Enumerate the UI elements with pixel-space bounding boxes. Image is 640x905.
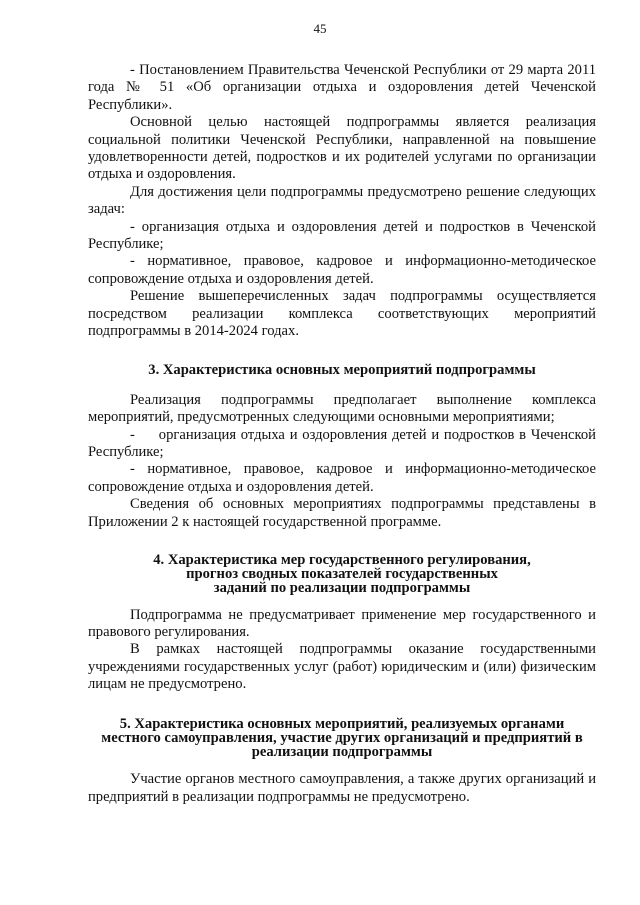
section-4-paragraph-2: В рамках настоящей подпрограммы оказание государственными учреждениями государственных услуг (работ) юридическим и (или) физическим лицам не предусмотрено.: [88, 641, 596, 693]
paragraph-intro-6: Решение вышеперечисленных задач подпрограммы осуществляется посредством реализации комплекса соответствующих мероприятий подпрограммы в 2014-2024 годах.: [88, 288, 596, 340]
page-number: 45: [313, 21, 327, 36]
section-4-heading-line: прогноз сводных показателей государственных: [186, 566, 498, 583]
section-5-heading: [88, 717, 596, 760]
paragraph-intro-2: Основной целью настоящей подпрограммы является реализация социальной политики Чеченской Республики, направленной на повышение удовлетворенности детей, подростков и их родителей услугами по организации отдыха и оздоровления.: [88, 114, 596, 183]
section-5-paragraph-1: Участие органов местного самоуправления, а также других организаций и предприятий в реализации подпрограммы не предусмотрено.: [88, 771, 596, 805]
section-4-heading: [88, 553, 596, 596]
paragraph-intro-5: - нормативное, правовое, кадровое и информационно-методическое сопровождение отдыха и оздоровления детей.: [88, 253, 596, 287]
section-4-paragraph-1: Подпрограмма не предусматривает применение мер государственного и правового регулирования.: [88, 606, 596, 640]
paragraph-intro-4: - организация отдыха и оздоровления детей и подростков в Чеченской Республике;: [88, 218, 596, 253]
section-5-heading-line: местного самоуправления, участие других организаций и предприятий в: [101, 729, 583, 746]
paragraph-intro-3: Для достижения цели подпрограммы предусмотрено решение следующих задач:: [88, 183, 596, 218]
section-4-heading-line: 4. Характеристика мер государственного регулирования,: [153, 551, 531, 568]
document-body: [88, 62, 600, 806]
paragraph-intro-1: - Постановлением Правительства Чеченской Республики от 29 марта 2011 года № 51 «Об организации отдыха и оздоровления детей Чеченской Республики».: [88, 62, 596, 113]
section-3-heading: 3. Характеристика основных мероприятий подпрограммы: [148, 361, 536, 378]
section-3-paragraph-1: Реализация подпрограммы предполагает выполнение комплекса мероприятий, предусмотренных следующими основными мероприятиями;: [88, 391, 596, 426]
section-5-heading-line: реализации подпрограммы: [251, 744, 433, 760]
section-3-paragraph-4: Сведения об основных мероприятиях подпрограммы представлены в Приложении 2 к настоящей государственной программе.: [88, 496, 596, 530]
section-3-paragraph-3: - нормативное, правовое, кадровое и информационно-методическое сопровождение отдыха и оздоровления детей.: [88, 461, 596, 495]
section-4-heading-line: заданий по реализации подпрограммы: [213, 580, 471, 597]
section-3-paragraph-2: - организация отдыха и оздоровления детей и подростков в Чеченской Республике;: [88, 426, 600, 460]
section-5-heading-line: 5. Характеристика основных мероприятий, реализуемых органами: [119, 715, 565, 732]
